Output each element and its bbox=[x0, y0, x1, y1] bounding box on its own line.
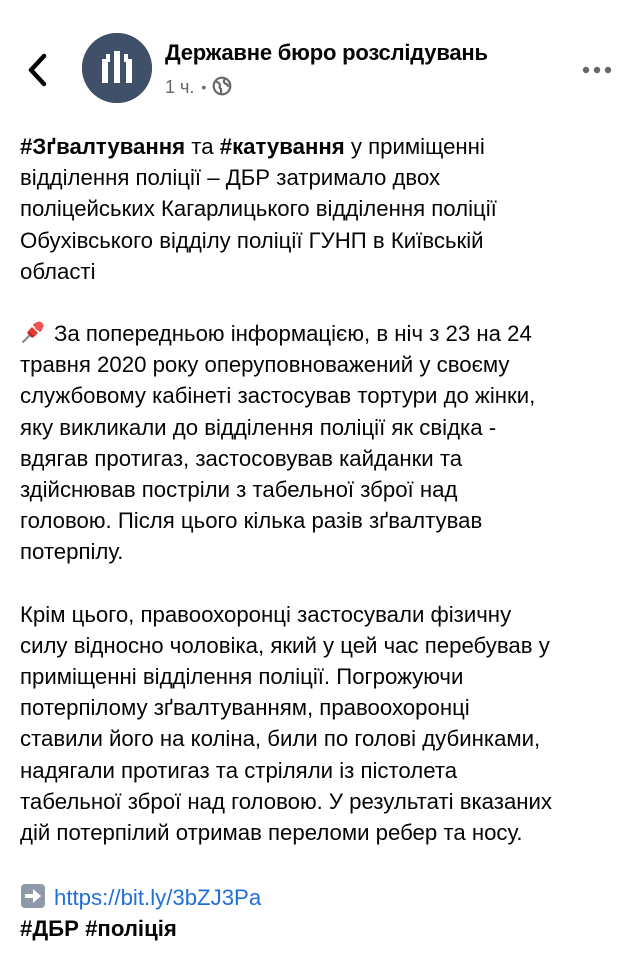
avatar[interactable] bbox=[82, 33, 152, 103]
hashtag-police[interactable]: #поліція bbox=[85, 916, 177, 942]
pushpin-icon bbox=[20, 319, 46, 345]
post-header bbox=[0, 0, 640, 120]
details-line: службовому кабінеті застосував тортури до жінки, bbox=[20, 383, 536, 409]
dbr-logo-icon bbox=[82, 33, 152, 103]
globe-icon bbox=[212, 76, 232, 101]
post-paragraph-headline bbox=[20, 131, 620, 287]
post-time[interactable]: 1 ч. bbox=[165, 76, 195, 97]
headline-text: та bbox=[185, 134, 220, 159]
details-line: За попередньою інформацією, в ніч з 23 на 24 bbox=[54, 321, 532, 347]
second-victim-line: силу відносно чоловіка, який у цей час перебував у bbox=[20, 632, 550, 658]
post-paragraph-footer bbox=[20, 882, 620, 944]
second-victim-line: потерпілому зґвалтуванням, правоохоронці bbox=[20, 695, 470, 721]
second-victim-line: приміщенні відділення поліції. Погрожуючи bbox=[20, 664, 464, 690]
more-options-button[interactable] bbox=[580, 60, 614, 80]
more-horizontal-icon bbox=[580, 60, 614, 80]
details-line: яку викликали до відділення поліції як свідка - bbox=[20, 414, 497, 440]
post-paragraph-second-victim bbox=[20, 599, 620, 849]
headline-line: відділення поліції – ДБР затримало двох bbox=[20, 165, 441, 191]
details-line: головою. Після цього кілька разів зґвалтував bbox=[20, 508, 483, 534]
page-name-link[interactable]: Державне бюро розслідувань bbox=[165, 40, 488, 65]
chevron-left-icon bbox=[22, 50, 56, 90]
second-victim-line: ставили його на коліна, били по голові дубинками, bbox=[20, 726, 541, 752]
post-paragraph-details bbox=[20, 318, 620, 568]
headline-text: у приміщенні bbox=[344, 134, 485, 159]
post-link[interactable]: https://bit.ly/3bZJ3Pa bbox=[54, 885, 262, 911]
details-line: травня 2020 року оперуповноважений у своєму bbox=[20, 352, 510, 378]
headline-line: Обухівського відділу поліції ГУНП в Київській bbox=[20, 227, 484, 253]
second-victim-line: табельної зброї над головою. У результаті вказаних bbox=[20, 788, 553, 814]
back-button[interactable] bbox=[22, 50, 56, 90]
post-meta bbox=[165, 76, 232, 98]
headline-line: поліцейських Кагарлицького відділення поліції bbox=[20, 196, 497, 222]
details-line: потерпілу. bbox=[20, 539, 124, 565]
post-body bbox=[20, 131, 620, 945]
details-line: здійснював постріли з табельної зброї над bbox=[20, 477, 458, 503]
details-line: вдягав протигаз, застосовував кайданки та bbox=[20, 445, 463, 471]
hashtag-torture[interactable]: #катування bbox=[219, 134, 345, 159]
meta-separator: • bbox=[201, 79, 207, 95]
headline-line: області bbox=[20, 258, 96, 284]
hashtag-dbr[interactable]: #ДБР bbox=[20, 916, 79, 942]
second-victim-line: дій потерпілий отримав переломи ребер та носу. bbox=[20, 820, 523, 846]
hashtag-rape[interactable]: #Зґвалтування bbox=[20, 134, 186, 159]
right-arrow-icon bbox=[20, 883, 46, 909]
second-victim-line: надягали протигаз та стріляли із пістолета bbox=[20, 757, 458, 783]
second-victim-line: Крім цього, правоохоронці застосували фізичну bbox=[20, 601, 512, 627]
